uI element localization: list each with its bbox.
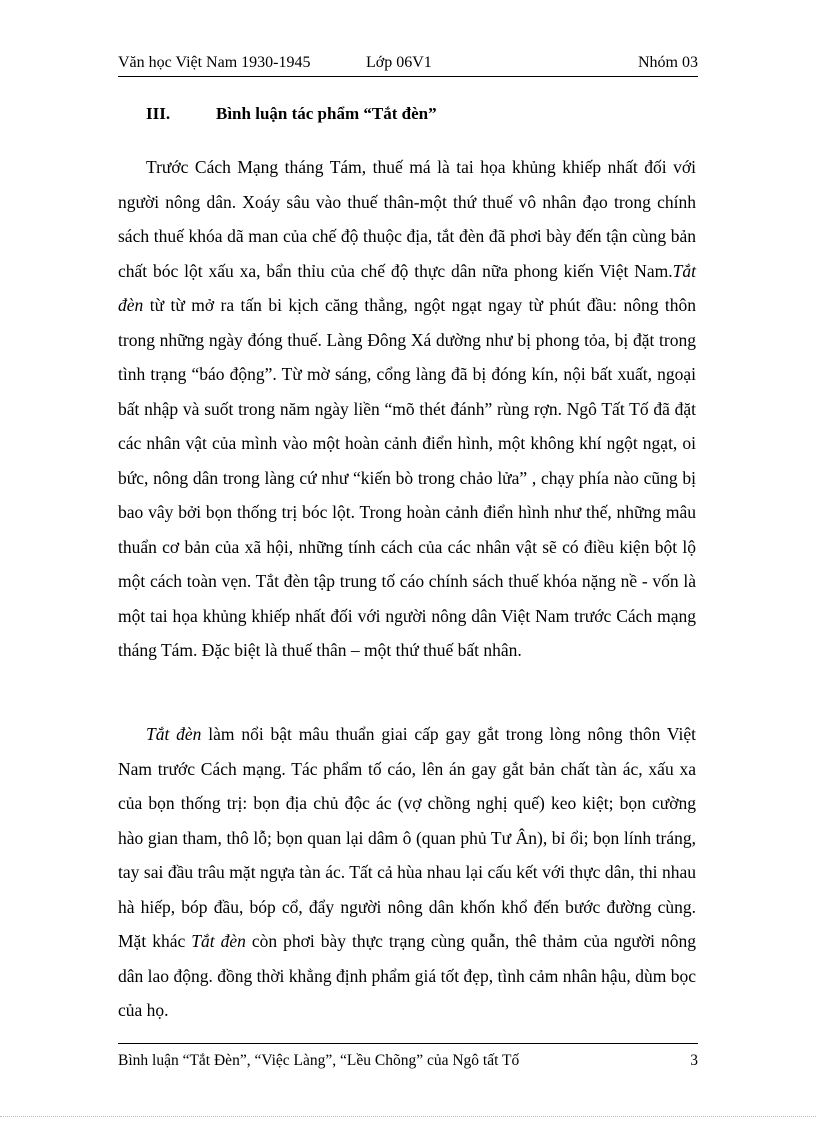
header-group: Nhóm 03 xyxy=(638,54,698,71)
header-course-title: Văn học Việt Nam 1930-1945 xyxy=(118,54,311,71)
section-number: III. xyxy=(146,104,171,123)
page-number: 3 xyxy=(690,1052,698,1069)
footer-document-title: Bình luận “Tắt Đèn”, “Việc Làng”, “Lều Chõng” của Ngô tất Tố xyxy=(118,1052,520,1069)
page-boundary-line xyxy=(0,1116,816,1117)
body-paragraph-1 xyxy=(118,150,696,668)
paragraph-2-text-a: làm nổi bật mâu thuẩn giai cấp gay gắt trong lòng nông thôn Việt Nam trước Cách mạng. Tác phẩm tố cáo, lên án gay gắt bản chất tàn ác, xấu xa của bọn thống trị: bọn địa chủ độc ác (vợ chồng nghị quế) keo kiệt; bọn cường hào gian tham, thô lỗ; bọn quan lại dâm ô (quan phủ Tư Ân), bỉ ổi; bọn lính tráng, tay sai đầu trâu mặt ngựa tàn ác. Tất cả hùa nhau lại cấu kết với thực dân, thi nhau hà hiếp, bóp đầu, bóp cổ, đẩy người nông dân khốn khổ đến bước đường cùng. Mặt khác xyxy=(118,724,696,951)
header-class: Lớp 06V1 xyxy=(366,54,432,71)
footer-divider xyxy=(118,1043,698,1044)
paragraph-2-italic-title-a: Tắt đèn xyxy=(146,724,202,744)
body-paragraph-2 xyxy=(118,717,696,1028)
paragraph-1-text-b: từ từ mở ra tấn bi kịch căng thẳng, ngột ngạt ngay từ phút đầu: nông thôn trong những ngày đóng thuế. Làng Đông Xá dường như bị phong tỏa, bị đặt trong tình trạng “báo động”. Từ mờ sáng, cổng làng đã bị đóng kín, nội bất xuất, ngoại bất nhập và suốt trong năm ngày liền “mõ thét đánh” rùng rợn. Ngô Tất Tố đã đặt các nhân vật của mình vào một hoàn cảnh điển hình, một không khí ngột ngạt, oi bức, nông dân trong làng cứ như “kiến bò trong chảo lửa” , chạy phía nào cũng bị bao vây bởi bọn thống trị bóc lột. Trong hoàn cảnh điển hình như thế, những mâu thuẩn cơ bản của xã hội, những tính cách của các nhân vật sẽ có điều kiện bột lộ một cách toàn vẹn. Tắt đèn tập trung tố cáo chính sách thuế khóa nặng nề - vốn là một tai họa khủng khiếp nhất đối với người nông dân Việt Nam trước Cách mạng tháng Tám. Đặc biệt là thuế thân – một thứ thuế bất nhân. xyxy=(118,295,696,660)
section-title: Bình luận tác phẩm “Tắt đèn” xyxy=(216,104,437,123)
paragraph-1-text-a: Trước Cách Mạng tháng Tám, thuế má là tai họa khủng khiếp nhất đối với người nông dân. Xoáy sâu vào thuế thân-một thứ thuế vô nhân đạo trong chính sách thuế khóa dã man của chế độ thuộc địa, tắt đèn đã phơi bày đến tận cùng bản chất bóc lột xấu xa, bẩn thỉu của chế độ thực dân nữa phong kiến Việt Nam. xyxy=(118,157,696,281)
paragraph-2-italic-title-b: Tắt đèn xyxy=(191,931,246,951)
page-header xyxy=(118,50,698,77)
paragraph-2-text-b: còn phơi bày thực trạng cùng quẫn, thê thảm của người nông dân lao động. đồng thời khẳng định phẩm giá tốt đẹp, tình cảm nhân hậu, dùm bọc của họ. xyxy=(118,931,696,1020)
paragraph-1-italic-title: Tắt đèn xyxy=(118,260,696,315)
